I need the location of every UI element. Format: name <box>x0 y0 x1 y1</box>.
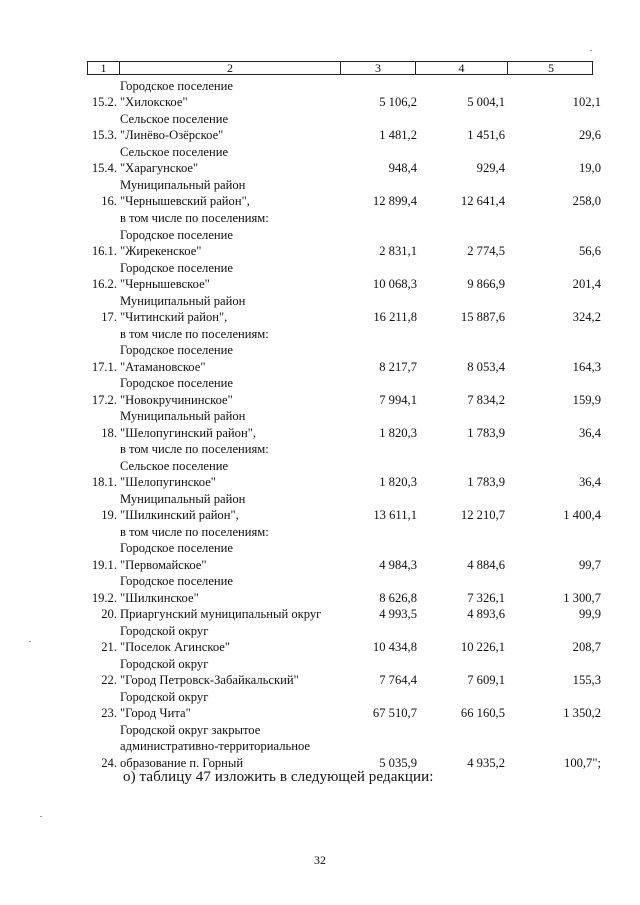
row-value-col3: 4 993,5 <box>379 607 417 622</box>
row-name: Муниципальный район "Шелопугинский район", <box>120 409 256 440</box>
row-name: Сельское поселение "Линёво-Озёрское" <box>120 112 229 143</box>
row-value-col5: 324,2 <box>572 310 601 324</box>
row-value-col3: 7 994,1 <box>379 392 417 407</box>
row-value-col5: 36,4 <box>578 475 601 490</box>
row-value-col5: 1 400,4 <box>563 508 601 523</box>
row-value-col5: 100,7"; <box>564 755 601 770</box>
row-value-col3: 12 899,4 <box>372 194 417 209</box>
header-col-5: 5 <box>548 61 554 75</box>
row-value-col5: 36,4 <box>578 425 601 440</box>
row-number: 19.2. <box>91 590 117 605</box>
row-value-col3: 5 035,9 <box>379 755 417 770</box>
row-value-col3: 8 217,7 <box>379 359 417 374</box>
row-name: Городское поселение "Хилокское" <box>120 79 233 110</box>
row-value-col5: 201,4 <box>572 277 601 291</box>
row-value-col3: 16 211,8 <box>373 310 417 324</box>
scan-speck <box>590 50 592 51</box>
row-name: Городской округ закрытое административно-территориальное образование п. Горный <box>120 722 311 770</box>
row-name: Городской округ "Город Чита" <box>120 689 209 721</box>
row-number: 19.1. <box>91 557 117 572</box>
header-col-4: 4 <box>416 62 508 74</box>
table-row <box>87 144 607 177</box>
row-value-col4: 4 893,6 <box>467 607 505 622</box>
row-name: в том числе по поселениям: <box>120 524 269 539</box>
row-value-col3: 67 510,7 <box>372 706 417 721</box>
table-row <box>87 606 607 622</box>
row-value-col4: 1 783,9 <box>467 425 505 440</box>
row-value-col4: 929,4 <box>476 161 505 176</box>
row-number: 16. <box>101 194 117 209</box>
row-value-col5: 56,6 <box>578 244 601 258</box>
row-value-col4: 5 004,1 <box>467 95 505 110</box>
row-value-col4: 7 834,2 <box>467 392 505 407</box>
row-value-col4: 66 160,5 <box>460 706 505 721</box>
row-number: 16.2. <box>91 277 117 291</box>
row-name: Городской округ "Поселок Агинское" <box>120 623 231 655</box>
page-number: 32 <box>314 853 326 867</box>
table-body <box>87 78 607 771</box>
row-number: 20. <box>101 607 117 622</box>
row-value-col3: 1 820,3 <box>379 425 417 440</box>
table-row <box>87 408 607 441</box>
row-name: Сельское поселение "Харагунское" <box>120 145 229 176</box>
table-row <box>87 540 607 573</box>
row-value-col5: 99,9 <box>578 607 601 622</box>
table-row <box>87 260 607 293</box>
table-row <box>87 210 607 226</box>
table-row <box>87 342 607 375</box>
row-value-col4: 1 783,9 <box>467 475 505 490</box>
row-name: Городское поселение "Чернышевское" <box>120 260 233 291</box>
row-name: Городское поселение "Атамановское" <box>120 343 233 374</box>
row-value-col4: 9 866,9 <box>467 277 505 291</box>
row-value-col4: 4 884,6 <box>467 557 505 572</box>
row-value-col5: 1 350,2 <box>563 706 601 721</box>
table-row <box>87 293 607 326</box>
row-value-col4: 1 451,6 <box>467 128 505 143</box>
table-row <box>87 573 607 606</box>
table-row <box>87 326 607 342</box>
table-row <box>87 623 607 656</box>
instruction-text: о) таблицу 47 изложить в следующей редакции: <box>123 769 434 785</box>
row-number: 16.1. <box>91 244 117 258</box>
row-number: 18. <box>101 425 117 440</box>
row-value-col3: 4 984,3 <box>379 557 417 572</box>
table-row <box>87 78 607 111</box>
row-number: 17.2. <box>91 392 117 407</box>
row-name: Муниципальный район "Читинский район", <box>120 293 246 324</box>
row-value-col3: 2 831,1 <box>379 244 417 258</box>
row-value-col4: 12 210,7 <box>460 508 505 523</box>
row-value-col3: 948,4 <box>388 161 417 176</box>
row-name: Приаргунский муниципальный округ <box>120 607 322 622</box>
row-name: в том числе по поселениям: <box>120 211 269 225</box>
row-name: Сельское поселение "Шелопугинское" <box>120 458 229 490</box>
table-row <box>87 656 607 689</box>
row-value-col3: 1 481,2 <box>379 128 417 143</box>
table-row <box>87 689 607 722</box>
row-value-col3: 7 764,4 <box>379 673 417 688</box>
row-number: 24. <box>101 755 117 770</box>
row-value-col4: 15 887,6 <box>460 310 505 324</box>
table-row <box>87 375 607 408</box>
scan-speck <box>29 641 31 642</box>
table-row <box>87 491 607 524</box>
row-name: Городское поселение "Шилкинское" <box>120 574 233 605</box>
row-value-col3: 8 626,8 <box>379 590 417 605</box>
row-value-col3: 10 434,8 <box>372 640 417 655</box>
row-name: Муниципальный район "Чернышевский район", <box>120 178 250 209</box>
row-name: Муниципальный район "Шилкинский район", <box>120 491 246 523</box>
row-name: Городское поселение "Жирекенское" <box>120 227 233 258</box>
row-value-col5: 102,1 <box>572 95 601 110</box>
row-value-col3: 1 820,3 <box>379 475 417 490</box>
row-number: 18.1. <box>91 475 117 490</box>
row-value-col3: 10 068,3 <box>372 277 417 291</box>
row-number: 23. <box>101 706 117 721</box>
row-value-col5: 99,7 <box>578 557 601 572</box>
row-value-col4: 7 609,1 <box>467 673 505 688</box>
header-col-3: 3 <box>341 62 416 74</box>
table-row <box>87 111 607 144</box>
row-value-col3: 5 106,2 <box>379 95 417 110</box>
row-value-col5: 208,7 <box>572 640 601 655</box>
row-value-col5: 1 300,7 <box>563 590 601 605</box>
row-value-col4: 12 641,4 <box>460 194 505 209</box>
table-row <box>87 227 607 260</box>
row-number: 21. <box>101 640 117 655</box>
row-number: 22. <box>101 673 117 688</box>
row-value-col4: 2 774,5 <box>467 244 505 258</box>
row-number: 17. <box>101 310 117 324</box>
row-value-col3: 13 611,1 <box>373 508 417 523</box>
table-header <box>87 61 593 75</box>
scan-speck <box>40 816 42 817</box>
row-value-col4: 7 326,1 <box>467 590 505 605</box>
row-value-col5: 19,0 <box>578 161 601 176</box>
row-value-col5: 159,9 <box>572 392 601 407</box>
row-name: в том числе по поселениям: <box>120 326 269 341</box>
row-value-col5: 155,3 <box>572 673 601 688</box>
row-number: 15.4. <box>91 161 117 176</box>
row-name: Городской округ "Город Петровск-Забайкальский" <box>120 656 299 688</box>
row-value-col5: 164,3 <box>572 359 601 374</box>
row-value-col5: 29,6 <box>578 128 601 143</box>
table-row <box>87 441 607 457</box>
table-row <box>87 177 607 210</box>
row-number: 15.2. <box>91 95 117 110</box>
row-name: в том числе по поселениям: <box>120 442 269 457</box>
row-value-col4: 10 226,1 <box>460 640 505 655</box>
row-number: 17.1. <box>91 359 117 374</box>
row-number: 19. <box>101 508 117 523</box>
table-row <box>87 722 607 771</box>
row-name: Городское поселение "Первомайское" <box>120 541 233 572</box>
table-row <box>87 458 607 491</box>
row-value-col4: 4 935,2 <box>467 755 505 770</box>
header-col-1: 1 <box>88 62 120 74</box>
row-value-col4: 8 053,4 <box>467 359 505 374</box>
table-row <box>87 524 607 540</box>
row-value-col5: 258,0 <box>572 194 601 209</box>
header-col-2: 2 <box>120 62 341 74</box>
row-name: Городское поселение "Новокручининское" <box>120 376 233 407</box>
row-number: 15.3. <box>91 128 117 143</box>
